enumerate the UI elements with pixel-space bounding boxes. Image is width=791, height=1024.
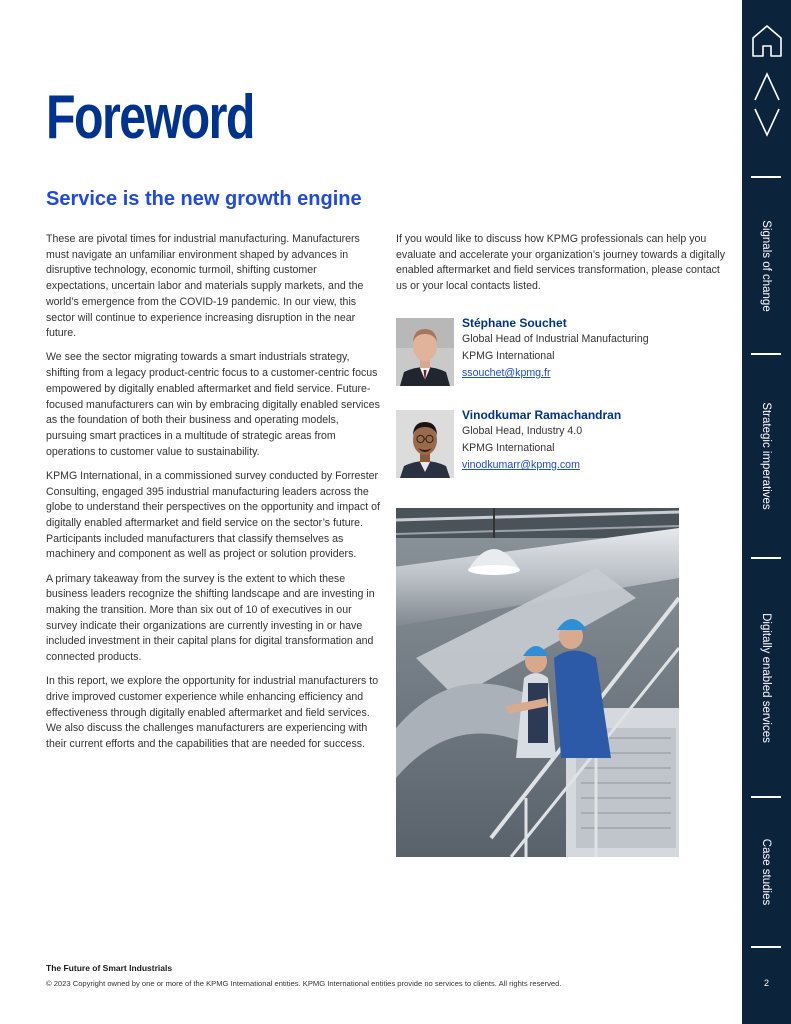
sidebar-item-strategic-imperatives[interactable]: Strategic imperatives	[760, 402, 772, 510]
contact-email-link[interactable]: ssouchet@kpmg.fr	[462, 367, 551, 379]
footer-report-title: The Future of Smart Industrials	[46, 963, 173, 973]
paragraph-2: We see the sector migrating towards a smart industrials strategy, shifting from a legacy product-centric focus to a customer-centric focus empowered by digitally enabled aftermarket and field service. Future-focused manufacturers can win by embracing digitally enabled services as the foundation of both their business and operating models, pursuing smart practices in a multitude of strategic areas from operations to customer value to sustainability.	[46, 351, 380, 458]
section-divider	[751, 796, 781, 798]
sidebar-item-case-studies[interactable]: Case studies	[760, 838, 772, 906]
contact-photo	[396, 318, 454, 386]
contact-details	[462, 315, 649, 382]
contact-card	[396, 315, 726, 387]
sidebar-nav	[742, 0, 791, 1024]
contact-intro: If you would like to discuss how KPMG professionals can help you evaluate and accelerate your organization’s journey towards a digitally enabled aftermarket and field services transformation, please contact us or your local contacts listed.	[396, 233, 725, 293]
right-column	[396, 232, 726, 303]
left-column	[46, 232, 380, 761]
chevron-up-icon[interactable]	[751, 72, 783, 107]
contact-name: Stéphane Souchet	[462, 316, 567, 330]
section-divider	[751, 557, 781, 559]
paragraph-4: A primary takeaway from the survey is the extent to which these business leaders recognize the shifting landscape and are investing in making the transition. More than six out of 10 of executives in our survey indicate their organizations are currently investing in or have included investment in their capital plans for digital transformation and connected products.	[46, 572, 375, 664]
contact-organization: KPMG International	[462, 350, 555, 362]
factory-workers-photo	[396, 508, 679, 857]
sidebar-item-digitally-enabled-services[interactable]: Digitally enabled services	[760, 613, 772, 743]
contact-details	[462, 407, 621, 474]
contact-organization: KPMG International	[462, 442, 555, 454]
contact-role: Global Head, Industry 4.0	[462, 425, 583, 437]
contact-card	[396, 407, 726, 479]
home-icon[interactable]	[751, 24, 783, 63]
sidebar-item-signals-of-change[interactable]: Signals of change	[760, 220, 772, 312]
contact-name: Vinodkumar Ramachandran	[462, 408, 622, 422]
section-divider	[751, 353, 781, 355]
footer-copyright: © 2023 Copyright owned by one or more of the KPMG International entities. KPMG International entities provide no services to clients. All rights reserved.	[46, 979, 562, 988]
contact-email-link[interactable]: vinodkumarr@kpmg.com	[462, 459, 580, 471]
paragraph-5: In this report, we explore the opportunity for industrial manufacturers to drive improved customer experience while enhancing efficiency and effectiveness through digitally enabled aftermarket and field services. We also discuss the challenges manufacturers are experiencing with their current efforts and the capabilities that are needed for success.	[46, 675, 379, 751]
page-number: 2	[763, 978, 769, 988]
page-title: Foreword	[46, 83, 254, 152]
page-subtitle: Service is the new growth engine	[46, 188, 362, 210]
paragraph-1: These are pivotal times for industrial manufacturing. Manufacturers must navigate an unfamiliar environment shaped by advances in disruptive technology, economic turmoil, shifting customer expectations, uncertain labor and materials supply markets, and the world’s emergence from the COVID-19 pandemic. In our view, this sector will continue to experience increasing disruption in the near future.	[46, 233, 364, 340]
contact-photo	[396, 410, 454, 478]
section-divider	[751, 176, 781, 178]
contact-role: Global Head of Industrial Manufacturing	[462, 333, 649, 345]
paragraph-3: KPMG International, in a commissioned survey conducted by Forrester Consulting, engaged 395 industrial manufacturing leaders across the globe to understand their perspectives on the opportunity and impact of digitally enabled aftermarket and field service on the sector’s future. Participants included manufacturers that classify themselves as machinery and component as well as project or solution providers.	[46, 469, 380, 561]
chevron-down-icon[interactable]	[751, 107, 783, 142]
section-divider	[751, 946, 781, 948]
